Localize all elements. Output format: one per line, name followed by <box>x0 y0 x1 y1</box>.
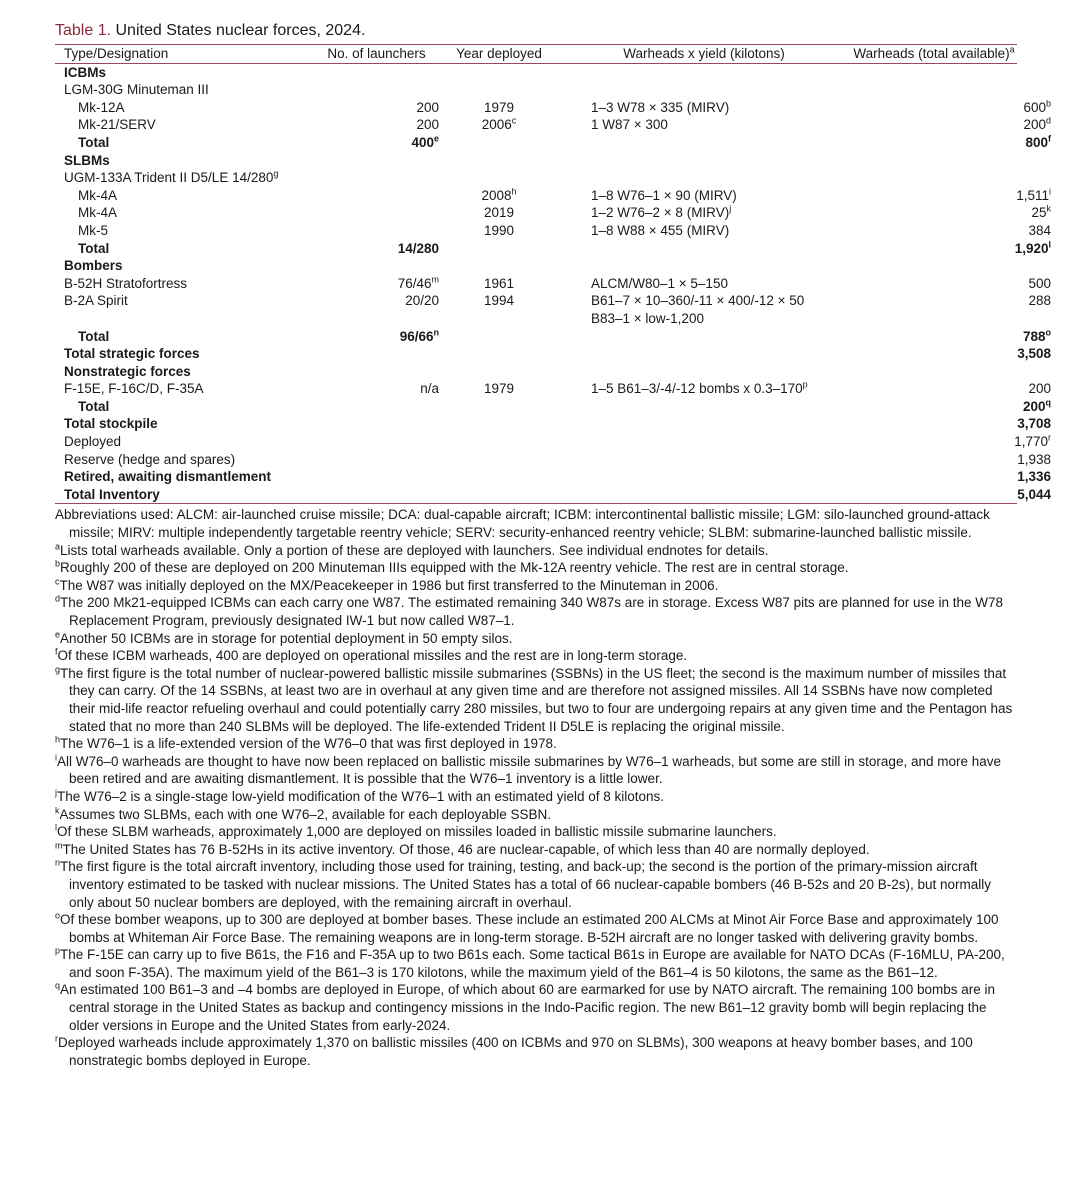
footnote-text: Assumes two SLBMs, each with one W76–2, available for each deployable SSBN. <box>59 806 552 822</box>
footnote-text: Of these bomber weapons, up to 300 are deployed at bomber bases. These include an estimated 200 ALCMs at Minot Air Force Base and approximately 100 bombs at Whiteman Air Force Base. The remaining weapons are in long-term storage. B-52H aircraft are no longer tasked with delivering gravity bombs. <box>60 912 999 945</box>
footnote-b <box>55 559 1017 577</box>
header-warheads-yield: Warheads x yield (kilotons) <box>623 46 785 61</box>
yield-cell: 1–8 W88 × 455 (MIRV) <box>591 222 730 238</box>
table-row <box>55 134 1051 152</box>
launchers-cell: 76/46$^m$ <box>397 274 439 291</box>
footnote-text: All W76–0 warheads are thought to have now been replaced on ballistic missile submarines by W76–1 warheads, but some are still in storage, and more have been retired and are awaiting dismantlement. It is possible that the W76–1 inventory is a little lower. <box>57 753 1002 787</box>
total-cell: 3,708 <box>1017 416 1051 432</box>
footnote-marker: a <box>55 541 61 552</box>
row-label: Total <box>78 398 110 414</box>
row-label: UGM-133A Trident II D5/LE 14/280$^g$ <box>64 168 279 186</box>
footnote-text: Roughly 200 of these are deployed on 200 Minuteman IIIs equipped with the Mk-12A reentry vehicle. The rest are in central storage. <box>60 560 849 576</box>
total-cell: 288 <box>1028 293 1051 309</box>
footnote-e <box>55 630 1017 648</box>
footnote-marker: r <box>55 1033 58 1044</box>
total-cell: 200$^q$ <box>1022 397 1051 414</box>
caption-label: Table 1. <box>55 22 112 39</box>
footnote-marker: j <box>55 787 57 798</box>
header-total: Warheads (total available)$^a$ <box>853 44 1015 61</box>
launchers-cell: 14/280 <box>397 240 439 256</box>
footnote-marker: f <box>55 646 58 657</box>
footnote-list <box>55 542 1017 1070</box>
footnote-marker: e <box>55 629 61 640</box>
footnote-text: Of these ICBM warheads, 400 are deployed on operational missiles and the rest are in long-term storage. <box>57 648 688 664</box>
year-cell: 1994 <box>483 293 515 309</box>
launchers-cell: n/a <box>420 381 439 397</box>
footnote-marker: o <box>55 910 61 921</box>
row-label: Total <box>78 134 110 150</box>
table-row <box>55 187 1051 205</box>
footnote-r <box>55 1034 1017 1069</box>
footnote-text: Deployed warheads include approximately 1,370 on ballistic missiles (400 on ICBMs and 970 on SLBMs), 300 weapons at heavy bomber bases, and 100 nonstrategic bombs deployed in Europe. <box>58 1035 973 1068</box>
footnote-k <box>55 806 1017 824</box>
section-icbms: ICBMs <box>64 64 107 80</box>
table-notes <box>55 506 1017 1069</box>
row-label: B-52H Stratofortress <box>64 275 188 291</box>
table-row <box>55 380 1051 398</box>
footnote-j <box>55 788 1017 806</box>
total-cell: 500 <box>1028 275 1051 291</box>
table-row <box>55 398 1051 416</box>
header-type: Type/Designation <box>64 46 169 61</box>
footnote-text: The United States has 76 B-52Hs in its active inventory. Of those, 46 are nuclear-capable, of which less than 40 are normally deployed. <box>62 841 870 857</box>
table-row <box>55 292 1051 310</box>
yield-cell: B83–1 × low-1,200 <box>591 310 704 326</box>
row-label: Deployed <box>64 434 122 450</box>
total-cell: 1,938 <box>1017 451 1051 467</box>
table-row <box>55 240 1051 258</box>
total-cell: 788$^o$ <box>1022 327 1051 344</box>
total-cell: 1,511$^i$ <box>1016 186 1051 203</box>
year-cell: 1961 <box>483 275 515 291</box>
table-row <box>55 257 1051 275</box>
footnote-p <box>55 946 1017 981</box>
table-row <box>55 433 1051 451</box>
footnote-text: Lists total warheads available. Only a portion of these are deployed with launchers. See individual endnotes for details. <box>60 542 769 558</box>
footnote-marker: d <box>55 593 61 604</box>
footnote-q <box>55 981 1017 1034</box>
footnote-text: The F-15E can carry up to five B61s, the F16 and F-35A up to two B61s each. Some tactical B61s in Europe are available for NATO DCAs (F-16MLU, PA-200, and soon F-35A). The maximum yield of the B61–3 is 170 kilotons, while the maximum yield of the B61–4 is 50 kilotons, the same as the B61–12. <box>60 947 1005 980</box>
footnote-marker: m <box>55 840 63 851</box>
year-cell: 1979 <box>483 99 515 115</box>
table-row <box>55 152 1051 170</box>
footnote-marker: i <box>55 752 57 763</box>
row-label: Retired, awaiting dismantlement <box>64 469 272 485</box>
footnote-text: Of these SLBM warheads, approximately 1,000 are deployed on missiles loaded in ballistic missile submarine launchers. <box>57 824 777 840</box>
launchers-cell: 20/20 <box>405 293 439 309</box>
total-cell: 600$^b$ <box>1023 98 1051 115</box>
table-row <box>55 204 1051 222</box>
footnote-g <box>55 665 1017 735</box>
row-label: Mk-4A <box>78 205 118 221</box>
row-label: Reserve (hedge and spares) <box>64 451 236 467</box>
footnote-m <box>55 841 1017 859</box>
row-label: LGM-30G Minuteman III <box>64 82 209 98</box>
footnote-marker: b <box>55 558 61 569</box>
table-row <box>55 345 1051 363</box>
table-row <box>55 222 1051 240</box>
footnote-c <box>55 577 1017 595</box>
table-row <box>55 468 1051 486</box>
year-cell: 1979 <box>483 381 515 397</box>
abbreviations-note: Abbreviations used: ALCM: air-launched cruise missile; DCA: dual-capable aircraft; ICBM: intercontinental ballistic missile; LGM: silo-launched ground-attack missile; MIRV: multiple independently targetable reentry vehicle; SERV: security-enhanced reentry vehicle; SLBM: submarine-launched ballistic missile. <box>55 507 990 541</box>
row-label: Mk-12A <box>78 99 125 115</box>
total-cell: 3,508 <box>1017 346 1051 362</box>
bottom-rule <box>55 503 1017 504</box>
header-row <box>55 45 1019 63</box>
table-row <box>55 328 1051 346</box>
table-row <box>55 451 1051 469</box>
launchers-cell: 400e <box>411 133 439 150</box>
footnote-text: The 200 Mk21-equipped ICBMs can each carry one W87. The estimated remaining 340 W87s are in storage. Excess W87 pits are planned for use in the W78 Replacement Program, previously designated IW-1 but now called W87–1. <box>60 595 1004 628</box>
footnote-text: The W76–2 is a single-stage low-yield modification of the W76–1 with an estimated yield of 8 kilotons. <box>57 788 665 804</box>
footnote-i <box>55 753 1017 788</box>
total-cell: 1,336 <box>1017 469 1051 485</box>
table-row <box>55 116 1051 134</box>
row-label: Mk-21/SERV <box>78 117 156 133</box>
row-label: F-15E, F-16C/D, F-35A <box>64 381 204 397</box>
table-row <box>55 64 1051 82</box>
row-label: Total stockpile <box>64 416 158 432</box>
total-cell: 800$^f$ <box>1025 133 1051 150</box>
table-row <box>55 486 1051 504</box>
footnote-text: An estimated 100 B61–3 and –4 bombs are deployed in Europe, of which about 60 are earmarked for use by NATO aircraft. The remaining 100 bombs are in central storage in the United States as backup and contingency missions in the Indo-Pacific region. The new B61–12 gravity bomb will begin replacing the older versions in Europe and the United States from early-2024. <box>60 982 996 1033</box>
footnote-marker: g <box>55 664 61 675</box>
nuclear-forces-table <box>55 45 1019 63</box>
footnote-h <box>55 735 1017 753</box>
footnote-a <box>55 542 1017 560</box>
row-label: Total Inventory <box>64 486 160 502</box>
yield-cell: 1–8 W76–1 × 90 (MIRV) <box>591 187 737 203</box>
table-row <box>55 81 1051 99</box>
footnote-text: Another 50 ICBMs are in storage for potential deployment in 50 empty silos. <box>60 630 513 646</box>
table-row <box>55 169 1051 187</box>
row-label: Total <box>78 240 110 256</box>
total-cell: 1,770$^r$ <box>1014 432 1051 450</box>
total-cell: 200 <box>1028 381 1051 397</box>
launchers-cell: 200 <box>416 117 439 133</box>
footnote-marker: h <box>55 734 61 745</box>
row-label: Total <box>78 328 110 344</box>
total-cell: 384 <box>1028 222 1051 238</box>
table-row <box>55 275 1051 293</box>
year-cell: 2006$^c$ <box>481 115 517 133</box>
header-launchers: No. of launchers <box>327 46 426 61</box>
footnote-text: The W87 was initially deployed on the MX/Peacekeeper in 1986 but first transferred to the Minuteman in 2006. <box>59 577 719 593</box>
footnote-text: The first figure is the total number of nuclear-powered ballistic missile submarines (SSBNs) in the US fleet; the second is the maximum number of missiles that they can carry. Of the 14 SSBNs, at least two are in overhaul at any given time and are therefore not assigned missiles. All 14 SSBNs have now completed their mid-life reactor refueling overhaul and could potentially carry 280 missiles, but two to four are undergoing repairs at any given time and the Pentagon has stated that no more than 240 SLBMs will be deployed. The life-extended Trident II D5LE is replacing the original missile. <box>60 665 1013 734</box>
section-bombers: Bombers <box>64 258 123 274</box>
footnote-marker: p <box>55 945 61 956</box>
header-year: Year deployed <box>456 46 542 61</box>
footnote-marker: q <box>55 980 61 991</box>
row-label: Mk-5 <box>78 222 108 238</box>
footnote-marker: k <box>55 805 60 816</box>
total-cell: 5,044 <box>1017 486 1051 502</box>
footnote-o <box>55 911 1017 946</box>
row-label: B-2A Spirit <box>64 293 128 309</box>
footnote-d <box>55 594 1017 629</box>
total-cell: 1,920$^l$ <box>1014 239 1051 256</box>
launchers-cell: 96/66$^n$ <box>399 327 439 344</box>
section-slbms: SLBMs <box>64 152 110 168</box>
footnote-l <box>55 823 1017 841</box>
table-row <box>55 415 1051 433</box>
table-caption <box>55 20 1017 42</box>
year-cell: 1990 <box>483 222 515 238</box>
table-row <box>55 363 1051 381</box>
footnote-f <box>55 647 1017 665</box>
footnote-marker: n <box>55 857 61 868</box>
table-row <box>55 310 1051 328</box>
table-figure <box>55 20 1051 1069</box>
row-label: Mk-4A <box>78 187 118 203</box>
table-row <box>55 99 1051 117</box>
caption-title: United States nuclear forces, 2024. <box>115 22 366 39</box>
launchers-cell: 200 <box>416 99 439 115</box>
year-cell: 2019 <box>483 205 515 221</box>
footnote-marker: c <box>55 576 60 587</box>
footnote-text: The first figure is the total aircraft inventory, including those used for training, testing, and back-up; the second is the portion of the primary-mission aircraft inventory estimated to be tasked with nuclear missions. The United States has a total of 66 nuclear-capable bombers (46 B-52s and 20 B-2s), but normally only about 50 nuclear bombers are deployed, with the remaining aircraft in overhaul. <box>60 859 991 910</box>
footnote-n <box>55 858 1017 911</box>
yield-cell: ALCM/W80–1 × 5–150 <box>591 275 728 291</box>
total-cell: 200$^d$ <box>1023 115 1051 133</box>
yield-cell: 1–3 W78 × 335 (MIRV) <box>591 99 730 115</box>
yield-cell: 1 W87 × 300 <box>591 117 668 133</box>
yield-cell: B61–7 × 10–360/-11 × 400/-12 × 50 <box>591 293 805 309</box>
yield-cell: 1–5 B61–3/-4/-12 bombs x 0.3–170$^p$ <box>591 379 808 397</box>
year-cell: 2008$^h$ <box>481 186 517 203</box>
footnote-text: The W76–1 is a life-extended version of the W76–0 that was first deployed in 1978. <box>60 736 557 752</box>
row-label: Total strategic forces <box>64 346 200 362</box>
yield-cell: 1–2 W76–2 × 8 (MIRV)$^j$ <box>591 203 732 221</box>
total-cell: 25$^k$ <box>1031 203 1051 221</box>
section-nonstrategic: Nonstrategic forces <box>64 363 191 379</box>
footnote-marker: l <box>55 822 57 833</box>
table-body <box>55 64 1051 504</box>
